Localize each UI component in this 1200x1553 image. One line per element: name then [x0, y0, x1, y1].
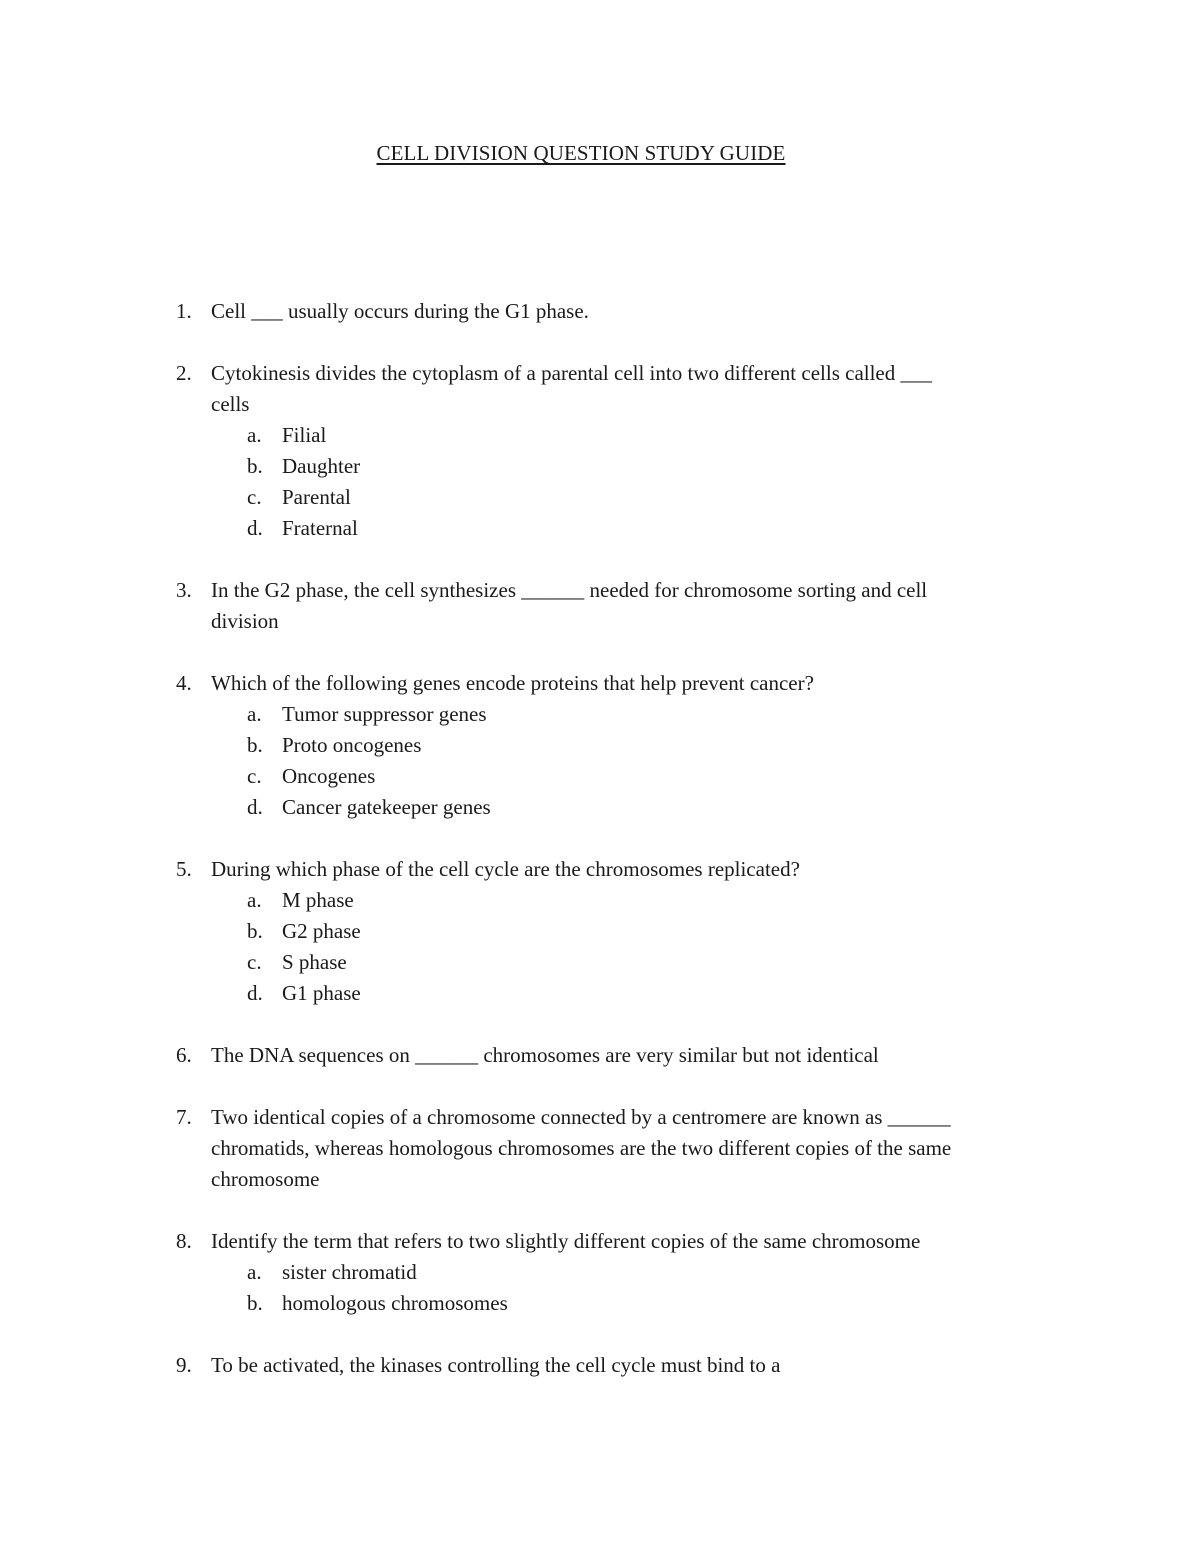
answer-option: [0, 978, 1200, 1009]
option-text: G2 phase: [282, 919, 361, 943]
question-number: 2.: [176, 361, 192, 385]
question-line: [0, 1133, 1200, 1164]
option-letter: d.: [247, 795, 263, 819]
answer-option: [0, 513, 1200, 544]
question-item: [0, 1102, 1200, 1195]
question-number: 8.: [176, 1229, 192, 1253]
question-line: [0, 1226, 1200, 1257]
question-item: [0, 575, 1200, 637]
option-text: Proto oncogenes: [282, 733, 422, 757]
question-text: Cytokinesis divides the cytoplasm of a parental cell into two different cells called ___: [211, 361, 933, 385]
option-letter: d.: [247, 981, 263, 1005]
question-line: [0, 1102, 1200, 1133]
option-text: Oncogenes: [282, 764, 376, 788]
option-letter: a.: [247, 702, 262, 726]
question-text: To be activated, the kinases controlling the cell cycle must bind to a: [211, 1353, 781, 1377]
question-text: Two identical copies of a chromosome connected by a centromere are known as ______: [211, 1105, 951, 1129]
page-title: CELL DIVISION QUESTION STUDY GUIDE: [376, 141, 786, 165]
question-item: [0, 854, 1200, 1009]
option-text: Tumor suppressor genes: [282, 702, 487, 726]
option-letter: a.: [247, 888, 262, 912]
option-text: Filial: [282, 423, 327, 447]
question-number: 7.: [176, 1105, 192, 1129]
option-text: Parental: [282, 485, 351, 509]
question-text: Cell ___ usually occurs during the G1 phase.: [211, 299, 589, 323]
question-line: [0, 389, 1200, 420]
option-text: homologous chromosomes: [282, 1291, 508, 1315]
option-letter: b.: [247, 454, 263, 478]
question-number: 4.: [176, 671, 192, 695]
question-number: 5.: [176, 857, 192, 881]
question-text: During which phase of the cell cycle are the chromosomes replicated?: [211, 857, 800, 881]
answer-option: [0, 1288, 1200, 1319]
question-line: [0, 575, 1200, 606]
answer-option: [0, 916, 1200, 947]
answer-option: [0, 699, 1200, 730]
option-letter: c.: [247, 764, 262, 788]
question-number: 1.: [176, 299, 192, 323]
question-text: chromosome: [211, 1167, 320, 1191]
question-item: [0, 1226, 1200, 1319]
option-text: Fraternal: [282, 516, 358, 540]
option-letter: a.: [247, 423, 262, 447]
question-line: [0, 296, 1200, 327]
option-text: sister chromatid: [282, 1260, 417, 1284]
question-item: [0, 296, 1200, 327]
option-text: Cancer gatekeeper genes: [282, 795, 491, 819]
option-text: G1 phase: [282, 981, 361, 1005]
answer-option: [0, 451, 1200, 482]
question-text: The DNA sequences on ______ chromosomes are very similar but not identical: [211, 1043, 879, 1067]
question-text: Which of the following genes encode proteins that help prevent cancer?: [211, 671, 814, 695]
option-letter: c.: [247, 485, 262, 509]
question-text: cells: [211, 392, 250, 416]
question-text: division: [211, 609, 279, 633]
question-item: [0, 1040, 1200, 1071]
option-text: S phase: [282, 950, 347, 974]
question-text: In the G2 phase, the cell synthesizes ______ needed for chromosome sorting and cell: [211, 578, 928, 602]
answer-option: [0, 947, 1200, 978]
option-text: M phase: [282, 888, 354, 912]
option-letter: b.: [247, 1291, 263, 1315]
option-text: Daughter: [282, 454, 361, 478]
question-line: [0, 854, 1200, 885]
question-line: [0, 1350, 1200, 1381]
option-letter: d.: [247, 516, 263, 540]
question-item: [0, 668, 1200, 823]
answer-option: [0, 482, 1200, 513]
question-number: 3.: [176, 578, 192, 602]
option-letter: b.: [247, 733, 263, 757]
answer-option: [0, 730, 1200, 761]
question-line: [0, 1040, 1200, 1071]
option-letter: b.: [247, 919, 263, 943]
question-item: [0, 358, 1200, 544]
answer-option: [0, 420, 1200, 451]
question-list: [0, 296, 1200, 1412]
question-text: chromatids, whereas homologous chromosomes are the two different copies of the same: [211, 1136, 952, 1160]
question-number: 9.: [176, 1353, 192, 1377]
question-line: [0, 668, 1200, 699]
answer-option: [0, 1257, 1200, 1288]
option-letter: c.: [247, 950, 262, 974]
answer-option: [0, 761, 1200, 792]
question-line: [0, 1164, 1200, 1195]
question-line: [0, 358, 1200, 389]
question-item: [0, 1350, 1200, 1381]
question-line: [0, 606, 1200, 637]
answer-option: [0, 885, 1200, 916]
option-letter: a.: [247, 1260, 262, 1284]
question-number: 6.: [176, 1043, 192, 1067]
question-text: Identify the term that refers to two slightly different copies of the same chromosome: [211, 1229, 921, 1253]
answer-option: [0, 792, 1200, 823]
